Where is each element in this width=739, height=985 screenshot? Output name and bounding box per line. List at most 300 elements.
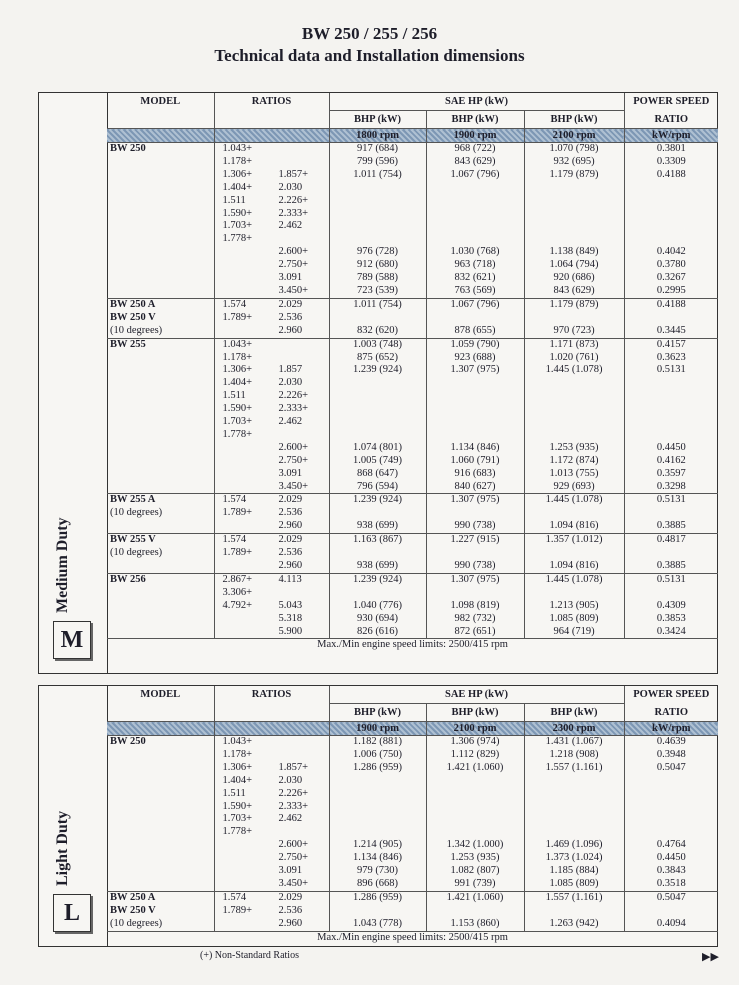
medium-duty-label: Medium Duty: [54, 517, 71, 613]
table-row: [107, 905, 718, 918]
model-cell: (10 degrees): [110, 917, 163, 929]
table-row: [107, 507, 718, 520]
table-row: [107, 208, 718, 221]
bhp-value: 1.172 (874): [524, 455, 624, 468]
bhp-value: 1.085 (809): [524, 878, 624, 891]
power-speed-value: [624, 788, 718, 801]
bhp-value: [426, 507, 524, 520]
bhp-value: [329, 208, 426, 221]
bhp-value: 963 (718): [426, 259, 524, 272]
bhp-kw-header: BHP (kW): [329, 111, 426, 129]
rpm-band-row: [107, 129, 718, 143]
ratio-value: 2.600+: [278, 246, 309, 258]
bhp-value: 982 (732): [426, 613, 524, 626]
model-header: MODEL: [140, 96, 181, 107]
power-speed-value: [624, 208, 718, 221]
ratio-value: 2.226+: [278, 787, 309, 799]
model-cell: [107, 272, 214, 285]
ratio-value: 2.536: [278, 547, 303, 559]
ratios-cell: [214, 338, 329, 351]
power-speed-value: 0.4162: [624, 455, 718, 468]
ratio-value: 1.590+: [222, 207, 253, 219]
bhp-value: 1.286 (959): [329, 891, 426, 904]
bhp-value: [329, 775, 426, 788]
power-speed-value: 0.4450: [624, 442, 718, 455]
bhp-value: [329, 788, 426, 801]
bhp-value: 1.357 (1.012): [524, 534, 624, 547]
bhp-value: 1.006 (750): [329, 749, 426, 762]
bhp-kw-header: BHP (kW): [329, 704, 426, 722]
bhp-value: 1.239 (924): [329, 573, 426, 586]
table-row: [107, 560, 718, 573]
power-speed-value: [624, 377, 718, 390]
model-cell: [107, 220, 214, 233]
light-duty-table: [107, 686, 718, 945]
bhp-value: 1.112 (829): [426, 749, 524, 762]
table-row: [107, 613, 718, 626]
ratio-value: 1.778+: [222, 428, 253, 440]
bhp-value: 938 (699): [329, 560, 426, 573]
table-row: [107, 775, 718, 788]
non-standard-ratios-note: (+) Non-Standard Ratios: [200, 950, 299, 961]
power-speed-value: [624, 416, 718, 429]
ratio-value: 1.404+: [222, 774, 253, 786]
power-speed-value: [624, 507, 718, 520]
power-speed-value: 0.4639: [624, 736, 718, 749]
table-row: [107, 494, 718, 507]
bhp-value: 1.020 (761): [524, 352, 624, 365]
bhp-value: 1.074 (801): [329, 442, 426, 455]
bhp-value: 1.085 (809): [524, 613, 624, 626]
ratio-value: 2.600+: [278, 839, 309, 851]
ratios-cell: [214, 259, 329, 272]
bhp-value: [426, 775, 524, 788]
bhp-value: 1.179 (879): [524, 169, 624, 182]
ratios-cell: [214, 429, 329, 442]
power-speed-value: 0.3780: [624, 259, 718, 272]
bhp-value: 1.557 (1.161): [524, 891, 624, 904]
ratio-value: 1.404+: [222, 181, 253, 193]
table-row: [107, 377, 718, 390]
table-row: [107, 573, 718, 586]
bhp-value: 920 (686): [524, 272, 624, 285]
bhp-value: 875 (652): [329, 352, 426, 365]
model-cell: BW 250 V: [110, 904, 156, 916]
table-row: [107, 813, 718, 826]
ratios-cell: [214, 233, 329, 246]
bhp-value: 868 (647): [329, 468, 426, 481]
ratios-cell: [214, 788, 329, 801]
ratios-cell: [214, 749, 329, 762]
model-cell: [107, 195, 214, 208]
table-row: [107, 839, 718, 852]
power-speed-value: 0.5131: [624, 494, 718, 507]
bhp-value: 938 (699): [329, 520, 426, 533]
power-speed-header: POWER SPEED: [624, 93, 718, 111]
ratios-cell: [214, 839, 329, 852]
model-cell: [107, 429, 214, 442]
model-cell: [107, 826, 214, 839]
model-cell: [107, 259, 214, 272]
model-cell: [107, 352, 214, 365]
ratios-cell: [214, 878, 329, 891]
ratios-cell: [214, 246, 329, 259]
bhp-value: 912 (680): [329, 259, 426, 272]
table-row: [107, 364, 718, 377]
model-header: MODEL: [140, 689, 181, 700]
ratio-value: 2.030: [278, 181, 303, 193]
model-cell: BW 255 V: [107, 534, 214, 547]
model-cell: [107, 481, 214, 494]
model-cell: [107, 246, 214, 259]
bhp-value: 1.253 (935): [426, 852, 524, 865]
ratios-cell: [214, 352, 329, 365]
ratios-cell: [214, 560, 329, 573]
ratios-cell: [214, 587, 329, 600]
ratio-value: 2.960: [278, 917, 303, 929]
bhp-value: [426, 416, 524, 429]
ratios-cell: [214, 442, 329, 455]
bhp-value: [524, 182, 624, 195]
bhp-value: [524, 429, 624, 442]
bhp-value: 979 (730): [329, 865, 426, 878]
model-cell: [107, 169, 214, 182]
bhp-value: [524, 587, 624, 600]
ratio-value: 2.030: [278, 774, 303, 786]
bhp-value: [329, 587, 426, 600]
bhp-value: [329, 826, 426, 839]
bhp-value: [329, 507, 426, 520]
bhp-value: [426, 826, 524, 839]
ratio-value: 2.029: [278, 534, 303, 546]
ratio-value: 5.900: [278, 625, 303, 637]
bhp-value: 1.040 (776): [329, 600, 426, 613]
bhp-kw-header: BHP (kW): [426, 111, 524, 129]
table-row: [107, 233, 718, 246]
power-speed-value: [624, 826, 718, 839]
ratio-value: 2.536: [278, 904, 303, 916]
bhp-value: 1.263 (942): [524, 918, 624, 931]
ratio-value: 1.789+: [222, 547, 253, 559]
ratio-value: 1.703+: [222, 220, 253, 232]
power-speed-header: POWER SPEED: [624, 686, 718, 704]
bhp-value: 1.060 (791): [426, 455, 524, 468]
ratio-value: 1.703+: [222, 813, 253, 825]
ratio-value: 2.960: [278, 560, 303, 571]
ratio-value: 2.333+: [278, 207, 309, 219]
ratios-cell: [214, 494, 329, 507]
bhp-value: 1.286 (959): [329, 762, 426, 775]
ratio-value: 2.333+: [278, 403, 309, 415]
power-speed-value: [624, 195, 718, 208]
power-speed-value: 0.4042: [624, 246, 718, 259]
bhp-value: 1.445 (1.078): [524, 573, 624, 586]
bhp-value: [329, 403, 426, 416]
model-cell: BW 250: [110, 143, 146, 154]
rpm-label: 1900 rpm: [329, 722, 426, 736]
bhp-value: [426, 905, 524, 918]
bhp-value: [426, 813, 524, 826]
table-row: [107, 626, 718, 639]
table-row: [107, 325, 718, 338]
light-duty-section: [38, 685, 718, 947]
power-speed-value: 0.4157: [624, 338, 718, 351]
bhp-value: 1.030 (768): [426, 246, 524, 259]
ratios-cell: [214, 626, 329, 639]
band-spacer: [214, 129, 329, 143]
power-speed-value: 0.4817: [624, 534, 718, 547]
model-cell: [107, 600, 214, 613]
model-cell: (10 degrees): [110, 324, 163, 336]
model-cell: [107, 813, 214, 826]
bhp-value: 990 (738): [426, 520, 524, 533]
band-spacer: [107, 129, 214, 143]
bhp-value: [426, 195, 524, 208]
ratios-cell: [214, 272, 329, 285]
ratio-value: 1.574: [222, 891, 247, 903]
table-row: [107, 918, 718, 931]
ratios-cell: [214, 169, 329, 182]
bhp-value: [426, 429, 524, 442]
bhp-value: 1.213 (905): [524, 600, 624, 613]
ratios-cell: [214, 455, 329, 468]
model-cell: [107, 801, 214, 814]
model-cell: [107, 468, 214, 481]
bhp-value: 1.163 (867): [329, 534, 426, 547]
power-speed-value: 0.3885: [624, 560, 718, 573]
bhp-value: 1.253 (935): [524, 442, 624, 455]
power-speed-value: 0.5047: [624, 762, 718, 775]
model-cell: [107, 613, 214, 626]
ratio-value: 2.029: [278, 891, 303, 903]
bhp-value: 832 (620): [329, 325, 426, 338]
ratios-cell: [214, 156, 329, 169]
power-speed-value: 0.4309: [624, 600, 718, 613]
table-row: [107, 429, 718, 442]
ratio-value: 1.043+: [222, 143, 253, 154]
power-speed-value: 0.3853: [624, 613, 718, 626]
ratios-cell: [214, 377, 329, 390]
ratios-cell: [214, 762, 329, 775]
bhp-value: 1.239 (924): [329, 364, 426, 377]
bhp-value: [329, 416, 426, 429]
bhp-value: [524, 788, 624, 801]
ratio-value: 3.091: [278, 467, 303, 479]
ratios-cell: [214, 813, 329, 826]
ratio-value: 1.306+: [222, 168, 253, 180]
bhp-value: [524, 905, 624, 918]
ratio-value: 3.450+: [278, 284, 309, 296]
table-row: [107, 195, 718, 208]
table-row: [107, 600, 718, 613]
bhp-value: 1.307 (975): [426, 364, 524, 377]
bhp-value: [426, 547, 524, 560]
model-cell: [107, 377, 214, 390]
ratio-value: 1.511: [222, 194, 246, 206]
ratio-value: 4.113: [278, 573, 302, 585]
ratio-value: 2.226+: [278, 390, 309, 402]
ratios-cell: [214, 905, 329, 918]
table-row: [107, 390, 718, 403]
table-row: [107, 852, 718, 865]
ratios-cell: [214, 736, 329, 749]
bhp-value: [329, 905, 426, 918]
ratio-value: 2.462: [278, 813, 303, 825]
bhp-value: 1.307 (975): [426, 573, 524, 586]
power-speed-value: 0.4450: [624, 852, 718, 865]
ratios-cell: [214, 520, 329, 533]
ratio-value: 1.043+: [222, 338, 253, 350]
light-duty-label: Light Duty: [54, 810, 71, 886]
power-speed-value: 0.3424: [624, 626, 718, 639]
bhp-value: [426, 377, 524, 390]
bhp-value: 1.067 (796): [426, 298, 524, 311]
power-speed-value: 0.4188: [624, 298, 718, 311]
bhp-value: [426, 182, 524, 195]
ratio-value: 1.043+: [222, 736, 253, 747]
bhp-value: 1.043 (778): [329, 918, 426, 931]
ratio-value: 3.091: [278, 272, 303, 284]
bhp-value: 878 (655): [426, 325, 524, 338]
bhp-value: [524, 775, 624, 788]
table-row: [107, 285, 718, 298]
bhp-value: 840 (627): [426, 481, 524, 494]
ratio-value: 2.750+: [278, 259, 309, 271]
bhp-value: 723 (539): [329, 285, 426, 298]
medium-duty-sidebar: [39, 93, 108, 673]
sae-hp-header: SAE HP (kW): [329, 686, 624, 704]
ratios-cell: [214, 865, 329, 878]
model-cell: [107, 839, 214, 852]
bhp-value: 1.342 (1.000): [426, 839, 524, 852]
power-speed-value: 0.4764: [624, 839, 718, 852]
bhp-value: [426, 220, 524, 233]
ratios-cell: [214, 285, 329, 298]
bhp-value: [524, 233, 624, 246]
bhp-value: 1.431 (1.067): [524, 736, 624, 749]
sae-hp-header: SAE HP (kW): [329, 93, 624, 111]
bhp-value: 970 (723): [524, 325, 624, 338]
bhp-value: [426, 801, 524, 814]
medium-duty-letter-box: M: [53, 621, 91, 659]
table-row: [107, 403, 718, 416]
power-speed-value: 0.3309: [624, 156, 718, 169]
bhp-value: 976 (728): [329, 246, 426, 259]
power-speed-value: [624, 403, 718, 416]
bhp-value: 1.064 (794): [524, 259, 624, 272]
table-row: [107, 520, 718, 533]
bhp-value: [524, 220, 624, 233]
ratio-value: 5.318: [278, 612, 303, 624]
model-cell: [107, 587, 214, 600]
next-page-arrow[interactable]: ▶▶: [702, 951, 719, 963]
bhp-value: [426, 403, 524, 416]
table-row: [107, 169, 718, 182]
bhp-value: 932 (695): [524, 156, 624, 169]
model-cell: BW 255 A: [107, 494, 214, 507]
ratio-value: 3.306+: [222, 586, 253, 598]
bhp-value: 843 (629): [426, 156, 524, 169]
power-speed-value: 0.3623: [624, 352, 718, 365]
ratios-cell: [214, 208, 329, 221]
ratio-value: 1.857: [278, 364, 303, 376]
table-row: [107, 259, 718, 272]
page-title: BW 250 / 255 / 256: [301, 24, 438, 43]
header-row: [107, 93, 718, 111]
table-row: [107, 143, 718, 156]
ratio-value: 3.450+: [278, 877, 309, 889]
ratios-cell: [214, 573, 329, 586]
ratio-value: 2.960: [278, 520, 303, 532]
model-cell: [107, 626, 214, 639]
ratios-cell: [214, 613, 329, 626]
model-cell: [107, 442, 214, 455]
ratio-value: 2.226+: [278, 194, 309, 206]
table-row: [107, 826, 718, 839]
light-duty-letter-box: L: [53, 894, 91, 932]
table-row: [107, 865, 718, 878]
bhp-value: 1.094 (816): [524, 560, 624, 573]
bhp-value: [329, 390, 426, 403]
power-speed-value: 0.3518: [624, 878, 718, 891]
bhp-value: [524, 312, 624, 325]
ratios-cell: [214, 534, 329, 547]
ratios-cell: [214, 220, 329, 233]
bhp-value: [426, 233, 524, 246]
ratio-value: 1.511: [222, 787, 246, 799]
table-row: [107, 442, 718, 455]
ratios-cell: [214, 143, 329, 156]
ratios-header: RATIOS: [214, 93, 329, 129]
ratio-value: 2.536: [278, 311, 303, 323]
bhp-value: 789 (588): [329, 272, 426, 285]
ratios-cell: [214, 390, 329, 403]
power-speed-value: 0.4188: [624, 169, 718, 182]
ratio-value: 1.404+: [222, 377, 253, 389]
power-speed-value: [624, 312, 718, 325]
ratio-value: 3.450+: [278, 480, 309, 492]
bhp-value: 917 (684): [329, 143, 426, 156]
table-row: [107, 891, 718, 904]
ratios-cell: [214, 891, 329, 904]
bhp-value: 843 (629): [524, 285, 624, 298]
model-cell: (10 degrees): [110, 507, 163, 519]
power-speed-value: [624, 587, 718, 600]
power-speed-value: 0.2995: [624, 285, 718, 298]
rpm-label: 2100 rpm: [524, 129, 624, 143]
band-spacer: [107, 722, 214, 736]
bhp-value: 1.011 (754): [329, 169, 426, 182]
bhp-value: 1.094 (816): [524, 520, 624, 533]
model-cell: [107, 852, 214, 865]
ratios-cell: [214, 182, 329, 195]
bhp-value: 799 (596): [329, 156, 426, 169]
bhp-value: 964 (719): [524, 626, 624, 639]
bhp-value: [329, 195, 426, 208]
table-row: [107, 156, 718, 169]
ratio-value: 1.178+: [222, 351, 253, 363]
bhp-value: 1.306 (974): [426, 736, 524, 749]
bhp-value: [329, 312, 426, 325]
power-speed-value: [624, 182, 718, 195]
ratio-value: 2.867+: [222, 573, 253, 585]
table-row: [107, 220, 718, 233]
model-cell: [107, 416, 214, 429]
bhp-value: 1.082 (807): [426, 865, 524, 878]
footer-row: [107, 639, 718, 652]
table-row: [107, 534, 718, 547]
model-cell: [107, 182, 214, 195]
